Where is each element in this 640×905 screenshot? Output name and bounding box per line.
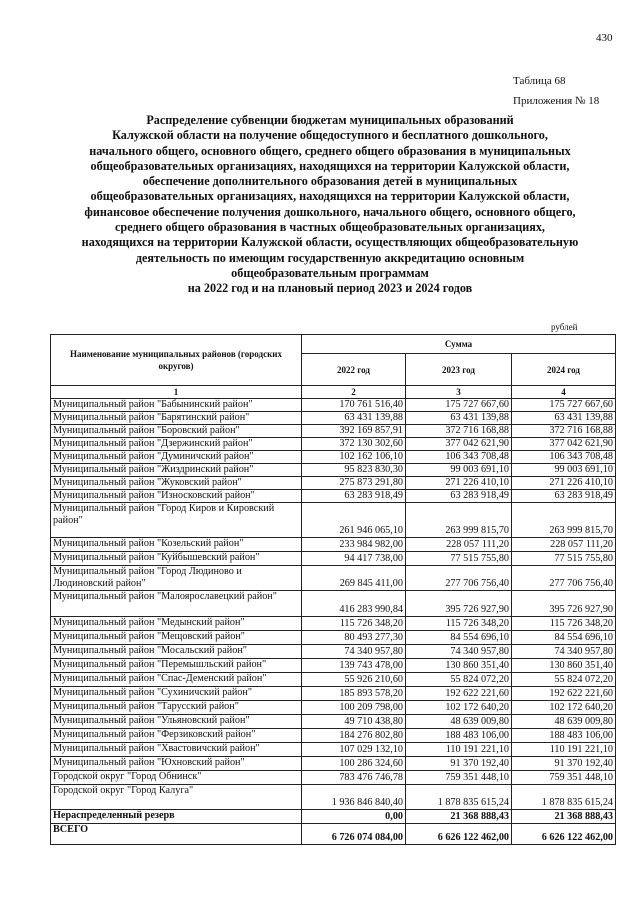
- row-name: ВСЕГО: [51, 824, 302, 845]
- page-number: 430: [596, 32, 613, 44]
- row-value-2022: 233 984 982,00: [302, 538, 406, 552]
- table-row: [51, 645, 616, 659]
- row-value-2022: 95 823 830,30: [302, 464, 406, 477]
- table-row: [51, 538, 616, 552]
- row-value-2022: 139 743 478,00: [302, 659, 406, 673]
- table-row: [51, 425, 616, 438]
- row-value-2023: 271 226 410,10: [406, 477, 512, 490]
- row-value-2023: 55 824 072,20: [406, 673, 512, 687]
- table-row: [51, 757, 616, 771]
- row-value-2024: 74 340 957,80: [512, 645, 616, 659]
- row-value-2022: 261 946 065,10: [302, 503, 406, 538]
- row-name: Муниципальный район "Мещовский район": [51, 631, 302, 645]
- table-row: [51, 412, 616, 425]
- row-value-2022: 102 162 106,10: [302, 451, 406, 464]
- table-row: [51, 715, 616, 729]
- row-value-2023: 372 716 168,88: [406, 425, 512, 438]
- row-value-2024: 110 191 221,10: [512, 743, 616, 757]
- row-value-2022: 0,00: [302, 810, 406, 824]
- row-value-2024: 91 370 192,40: [512, 757, 616, 771]
- row-value-2024: 48 639 009,80: [512, 715, 616, 729]
- row-value-2022: 416 283 990,84: [302, 591, 406, 617]
- row-name: Муниципальный район "Медынский район": [51, 617, 302, 631]
- column-header-sum: Сумма: [302, 335, 616, 354]
- row-value-2022: 783 476 746,78: [302, 771, 406, 785]
- table-row: [51, 617, 616, 631]
- table-row: [51, 566, 616, 591]
- row-value-2022: 49 710 438,80: [302, 715, 406, 729]
- row-name: Нераспределенный резерв: [51, 810, 302, 824]
- row-name: Муниципальный район "Спас-Деменский район": [51, 673, 302, 687]
- table-row: [51, 659, 616, 673]
- row-value-2024: 277 706 756,40: [512, 566, 616, 591]
- row-name: Муниципальный район "Боровский район": [51, 425, 302, 438]
- row-name: Муниципальный район "Думиничский район": [51, 451, 302, 464]
- table-row: [51, 743, 616, 757]
- row-value-2022: 185 893 578,20: [302, 687, 406, 701]
- row-value-2024: 192 622 221,60: [512, 687, 616, 701]
- table-row: [51, 438, 616, 451]
- row-value-2024: 175 727 667,60: [512, 399, 616, 412]
- row-value-2022: 80 493 277,30: [302, 631, 406, 645]
- row-name: Муниципальный район "Куйбышевский район": [51, 552, 302, 566]
- row-name: Муниципальный район "Мосальский район": [51, 645, 302, 659]
- row-value-2022: 74 340 957,80: [302, 645, 406, 659]
- row-value-2023: 63 431 139,88: [406, 412, 512, 425]
- row-name: Муниципальный район "Износковский район": [51, 490, 302, 503]
- row-value-2023: 1 878 835 615,24: [406, 785, 512, 810]
- row-name: Муниципальный район "Ульяновский район": [51, 715, 302, 729]
- row-name: Муниципальный район "Ферзиковский район": [51, 729, 302, 743]
- row-value-2023: 130 860 351,40: [406, 659, 512, 673]
- row-name: Муниципальный район "Жиздринский район": [51, 464, 302, 477]
- row-value-2023: 21 368 888,43: [406, 810, 512, 824]
- table-row: [51, 399, 616, 412]
- row-value-2024: 1 878 835 615,24: [512, 785, 616, 810]
- column-index: 2: [302, 386, 406, 399]
- row-name: Муниципальный район "Тарусский район": [51, 701, 302, 715]
- row-name: Муниципальный район "Жуковский район": [51, 477, 302, 490]
- row-value-2024: 63 431 139,88: [512, 412, 616, 425]
- column-header-2024: 2024 год: [512, 354, 616, 386]
- row-value-2022: 63 431 139,88: [302, 412, 406, 425]
- column-header-2022: 2022 год: [302, 354, 406, 386]
- row-value-2022: 1 936 846 840,40: [302, 785, 406, 810]
- row-value-2024: 21 368 888,43: [512, 810, 616, 824]
- row-value-2022: 107 029 132,10: [302, 743, 406, 757]
- row-value-2023: 188 483 106,00: [406, 729, 512, 743]
- row-value-2024: 77 515 755,80: [512, 552, 616, 566]
- row-value-2024: 372 716 168,88: [512, 425, 616, 438]
- row-value-2023: 48 639 009,80: [406, 715, 512, 729]
- row-value-2024: 84 554 696,10: [512, 631, 616, 645]
- column-header-name: Наименование муниципальных районов (городских округов): [51, 335, 302, 386]
- table-row: [51, 701, 616, 715]
- row-value-2023: 84 554 696,10: [406, 631, 512, 645]
- table-row: [51, 785, 616, 810]
- row-name: Муниципальный район "Город Людиново и Людиновский район": [51, 566, 302, 591]
- row-name: Муниципальный район "Барятинский район": [51, 412, 302, 425]
- table-row: [51, 771, 616, 785]
- row-value-2024: 63 283 918,49: [512, 490, 616, 503]
- appendix-label: Приложения № 18: [513, 95, 600, 107]
- row-value-2022: 170 761 516,40: [302, 399, 406, 412]
- row-value-2024: 106 343 708,48: [512, 451, 616, 464]
- row-value-2023: 106 343 708,48: [406, 451, 512, 464]
- row-value-2022: 100 209 798,00: [302, 701, 406, 715]
- row-name: Муниципальный район "Дзержинский район": [51, 438, 302, 451]
- table-row: [51, 490, 616, 503]
- row-value-2024: 99 003 691,10: [512, 464, 616, 477]
- row-value-2023: 395 726 927,90: [406, 591, 512, 617]
- row-value-2023: 6 626 122 462,00: [406, 824, 512, 845]
- row-value-2022: 392 169 857,91: [302, 425, 406, 438]
- table-row: [51, 591, 616, 617]
- row-value-2022: 372 130 302,60: [302, 438, 406, 451]
- units-label: рублей: [551, 322, 578, 332]
- row-name: Муниципальный район "Сухиничский район": [51, 687, 302, 701]
- row-value-2022: 184 276 802,80: [302, 729, 406, 743]
- row-value-2023: 192 622 221,60: [406, 687, 512, 701]
- table-row: [51, 673, 616, 687]
- row-name: Городской округ "Город Обнинск": [51, 771, 302, 785]
- row-value-2022: 6 726 074 084,00: [302, 824, 406, 845]
- row-value-2024: 55 824 072,20: [512, 673, 616, 687]
- table-row: [51, 631, 616, 645]
- document-title: Распределение субвенции бюджетам муниципальных образований Калужской области на получение общедоступного и бесплатного дошкольного, начального общего, основного общего, среднего общего образования в муниципальных общеобразовательных организациях, находящихся на территории Калужской области, обеспечение дополнительного образования детей в муниципальных общеобразовательных организациях, находящихся на территории Калужской области, финансовое обеспечение получения дошкольного, начального общего, основного общего, среднего общего образования в частных общеобразовательных организациях, находящихся на территории Калужской области, осуществляющих общеобразовательную деятельность по имеющим государственную аккредитацию основным общеобразовательным программам на 2022 год и на плановый период 2023 и 2024 годов: [81, 113, 579, 296]
- row-value-2024: 228 057 111,20: [512, 538, 616, 552]
- row-name: Муниципальный район "Малоярославецкий район": [51, 591, 302, 617]
- row-value-2024: 6 626 122 462,00: [512, 824, 616, 845]
- row-value-2024: 395 726 927,90: [512, 591, 616, 617]
- table-row: [51, 464, 616, 477]
- table-row: [51, 824, 616, 845]
- row-name: Муниципальный район "Козельский район": [51, 538, 302, 552]
- row-name: Муниципальный район "Перемышльский район": [51, 659, 302, 673]
- row-value-2023: 228 057 111,20: [406, 538, 512, 552]
- row-value-2023: 110 191 221,10: [406, 743, 512, 757]
- row-value-2024: 271 226 410,10: [512, 477, 616, 490]
- row-name: Муниципальный район "Бабынинский район": [51, 399, 302, 412]
- row-value-2023: 175 727 667,60: [406, 399, 512, 412]
- row-value-2022: 100 286 324,60: [302, 757, 406, 771]
- row-value-2023: 99 003 691,10: [406, 464, 512, 477]
- row-name: Городской округ "Город Калуга": [51, 785, 302, 810]
- row-name: Муниципальный район "Хвастовичский район": [51, 743, 302, 757]
- row-value-2023: 263 999 815,70: [406, 503, 512, 538]
- row-value-2023: 102 172 640,20: [406, 701, 512, 715]
- table-row: [51, 687, 616, 701]
- column-index: 3: [406, 386, 512, 399]
- table-row: [51, 729, 616, 743]
- row-name: Муниципальный район "Юхновский район": [51, 757, 302, 771]
- row-value-2023: 63 283 918,49: [406, 490, 512, 503]
- table-row: [51, 503, 616, 538]
- subsidy-table: [50, 334, 616, 845]
- row-value-2024: 115 726 348,20: [512, 617, 616, 631]
- row-value-2022: 275 873 291,80: [302, 477, 406, 490]
- row-value-2022: 115 726 348,20: [302, 617, 406, 631]
- row-value-2024: 102 172 640,20: [512, 701, 616, 715]
- column-index-row: [51, 386, 616, 399]
- table-row: [51, 477, 616, 490]
- row-value-2023: 115 726 348,20: [406, 617, 512, 631]
- row-value-2024: 263 999 815,70: [512, 503, 616, 538]
- row-value-2023: 91 370 192,40: [406, 757, 512, 771]
- row-value-2023: 277 706 756,40: [406, 566, 512, 591]
- row-value-2022: 63 283 918,49: [302, 490, 406, 503]
- row-value-2023: 759 351 448,10: [406, 771, 512, 785]
- row-value-2024: 377 042 621,90: [512, 438, 616, 451]
- table-row: [51, 552, 616, 566]
- row-value-2023: 377 042 621,90: [406, 438, 512, 451]
- table-label: Таблица 68: [513, 75, 566, 87]
- row-value-2024: 759 351 448,10: [512, 771, 616, 785]
- row-name: Муниципальный район "Город Киров и Кировский район": [51, 503, 302, 538]
- table-body: [51, 399, 616, 845]
- table-row: [51, 810, 616, 824]
- column-index: 1: [51, 386, 302, 399]
- row-value-2023: 74 340 957,80: [406, 645, 512, 659]
- row-value-2022: 55 926 210,60: [302, 673, 406, 687]
- column-header-2023: 2023 год: [406, 354, 512, 386]
- table-row: [51, 451, 616, 464]
- row-value-2024: 188 483 106,00: [512, 729, 616, 743]
- row-value-2022: 94 417 738,00: [302, 552, 406, 566]
- row-value-2024: 130 860 351,40: [512, 659, 616, 673]
- column-index: 4: [512, 386, 616, 399]
- row-value-2022: 269 845 411,00: [302, 566, 406, 591]
- row-value-2023: 77 515 755,80: [406, 552, 512, 566]
